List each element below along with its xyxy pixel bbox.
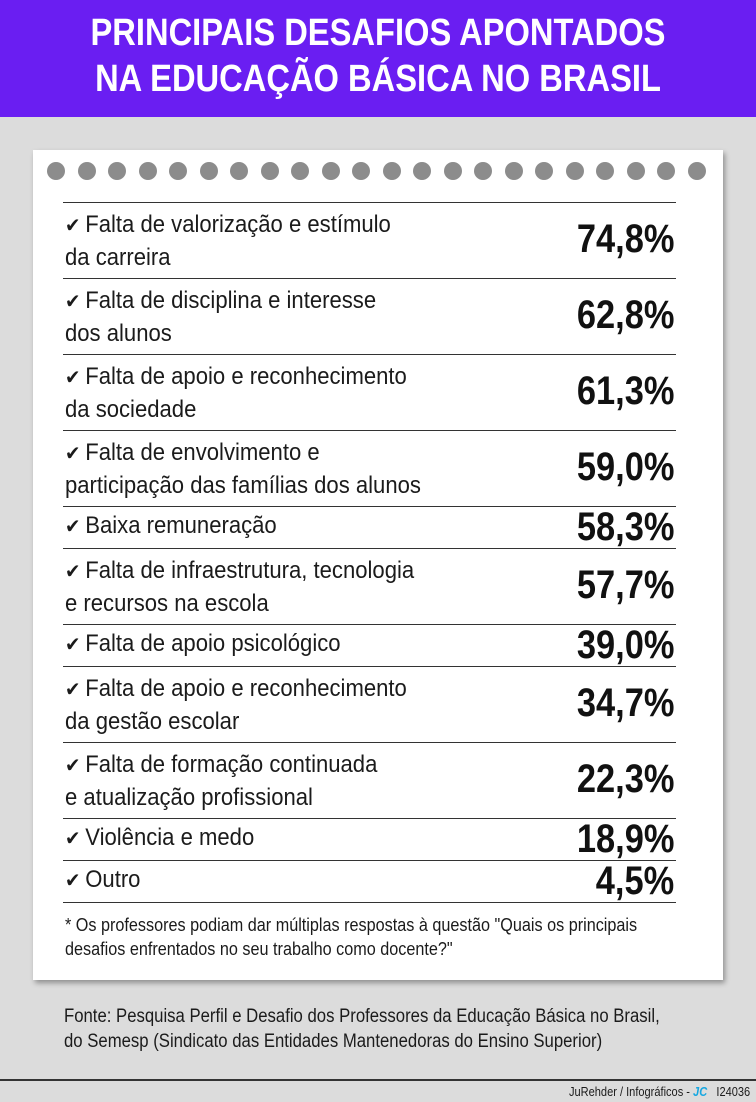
footnote-line-2: desafios enfrentados no seu trabalho como docente?" — [65, 939, 453, 959]
credit-author: JuRehder / Infográficos - — [568, 1084, 693, 1099]
check-icon: ✔ — [65, 443, 81, 465]
row-label-text: Falta de disciplina e interesse — [85, 287, 377, 314]
row-value: 61,3% — [576, 369, 674, 413]
row-label-line-2: da carreira — [65, 244, 171, 271]
row-label — [65, 628, 470, 661]
table-row — [63, 667, 676, 743]
row-label-text: Outro — [85, 866, 141, 893]
row-label-text: Falta de envolvimento e — [85, 439, 320, 466]
row-label — [65, 749, 470, 814]
check-icon: ✔ — [65, 679, 81, 701]
table-row — [63, 279, 676, 355]
row-label-line-1 — [65, 749, 470, 782]
source-line-1: Fonte: Pesquisa Perfil e Desafio dos Professores da Educação Básica no Brasil, — [64, 1006, 660, 1027]
binder-hole — [383, 162, 401, 180]
challenges-table — [63, 202, 676, 903]
credit-line — [569, 1084, 750, 1099]
row-label — [65, 673, 470, 738]
row-label-line-2: da gestão escolar — [65, 708, 240, 735]
row-value: 22,3% — [576, 757, 674, 801]
binder-hole — [596, 162, 614, 180]
jc-logo: JC — [692, 1084, 707, 1099]
table-row — [63, 625, 676, 667]
row-label — [65, 437, 470, 502]
table-row — [63, 549, 676, 625]
binder-hole — [474, 162, 492, 180]
row-label-line-1 — [65, 437, 470, 470]
row-label-text: Baixa remuneração — [85, 512, 277, 539]
row-value: 57,7% — [576, 563, 674, 607]
check-icon: ✔ — [65, 291, 81, 313]
binder-hole — [230, 162, 248, 180]
row-value: 58,3% — [576, 505, 674, 549]
row-value: 62,8% — [576, 293, 674, 337]
row-value: 4,5% — [595, 859, 674, 903]
row-label-line-1 — [65, 822, 470, 855]
check-icon: ✔ — [65, 516, 81, 538]
credit-code: I24036 — [716, 1084, 750, 1099]
table-row — [63, 507, 676, 549]
row-label-line-1 — [65, 555, 470, 588]
table-row — [63, 819, 676, 861]
check-icon: ✔ — [65, 755, 81, 777]
binder-hole — [78, 162, 96, 180]
row-label — [65, 864, 470, 897]
check-icon: ✔ — [65, 634, 81, 656]
row-label-line-2: participação das famílias dos alunos — [65, 472, 421, 499]
check-icon: ✔ — [65, 367, 81, 389]
row-label — [65, 510, 470, 543]
row-label-line-1 — [65, 628, 470, 661]
notepad-card — [33, 150, 723, 980]
row-label — [65, 209, 470, 274]
row-label-text: Falta de apoio e reconhecimento — [85, 675, 407, 702]
binder-hole — [291, 162, 309, 180]
row-label-text: Violência e medo — [85, 824, 255, 851]
binder-hole — [261, 162, 279, 180]
title-line-1: PRINCIPAIS DESAFIOS APONTADOS — [90, 12, 666, 54]
binder-hole — [535, 162, 553, 180]
row-label-line-1 — [65, 285, 470, 318]
table-row — [63, 355, 676, 431]
check-icon: ✔ — [65, 561, 81, 583]
row-label-line-1 — [65, 361, 470, 394]
row-label-text: Falta de apoio psicológico — [85, 630, 341, 657]
binder-hole — [47, 162, 65, 180]
binder-hole — [688, 162, 706, 180]
binder-hole — [657, 162, 675, 180]
table-row — [63, 431, 676, 507]
binder-hole — [200, 162, 218, 180]
binder-holes — [47, 162, 712, 182]
check-icon: ✔ — [65, 828, 81, 850]
check-icon: ✔ — [65, 215, 81, 237]
table-row — [63, 743, 676, 819]
check-icon: ✔ — [65, 870, 81, 892]
binder-hole — [108, 162, 126, 180]
row-value: 74,8% — [576, 217, 674, 261]
row-label-line-1 — [65, 209, 470, 242]
row-value: 34,7% — [576, 681, 674, 725]
source-line-2: do Semesp (Sindicato das Entidades Mantenedoras do Ensino Superior) — [64, 1031, 603, 1052]
row-value: 59,0% — [576, 445, 674, 489]
source-text — [64, 1004, 662, 1054]
binder-hole — [139, 162, 157, 180]
binder-hole — [322, 162, 340, 180]
row-label — [65, 822, 470, 855]
footnote-line-1: * Os professores podiam dar múltiplas respostas à questão "Quais os principais — [65, 915, 638, 935]
binder-hole — [505, 162, 523, 180]
row-label-text: Falta de formação continuada — [85, 751, 378, 778]
table-row — [63, 203, 676, 279]
binder-hole — [169, 162, 187, 180]
row-label-line-2: da sociedade — [65, 396, 197, 423]
row-label-text: Falta de apoio e reconhecimento — [85, 363, 407, 390]
header-banner — [0, 0, 756, 117]
row-label-line-1 — [65, 864, 470, 897]
row-label-line-2: e recursos na escola — [65, 590, 269, 617]
footnote — [65, 913, 641, 961]
table-row — [63, 861, 676, 903]
row-label — [65, 361, 470, 426]
row-value: 18,9% — [576, 817, 674, 861]
binder-hole — [444, 162, 462, 180]
binder-hole — [566, 162, 584, 180]
title-line-2: NA EDUCAÇÃO BÁSICA NO BRASIL — [95, 58, 661, 100]
row-label — [65, 285, 470, 350]
row-label — [65, 555, 470, 620]
footer-divider — [0, 1079, 756, 1081]
binder-hole — [413, 162, 431, 180]
row-label-text: Falta de infraestrutura, tecnologia — [85, 557, 415, 584]
binder-hole — [352, 162, 370, 180]
row-label-line-1 — [65, 673, 470, 706]
binder-hole — [627, 162, 645, 180]
row-label-line-1 — [65, 510, 470, 543]
row-label-line-2: e atualização profissional — [65, 784, 313, 811]
row-value: 39,0% — [576, 623, 674, 667]
row-label-line-2: dos alunos — [65, 320, 172, 347]
row-label-text: Falta de valorização e estímulo — [85, 211, 391, 238]
